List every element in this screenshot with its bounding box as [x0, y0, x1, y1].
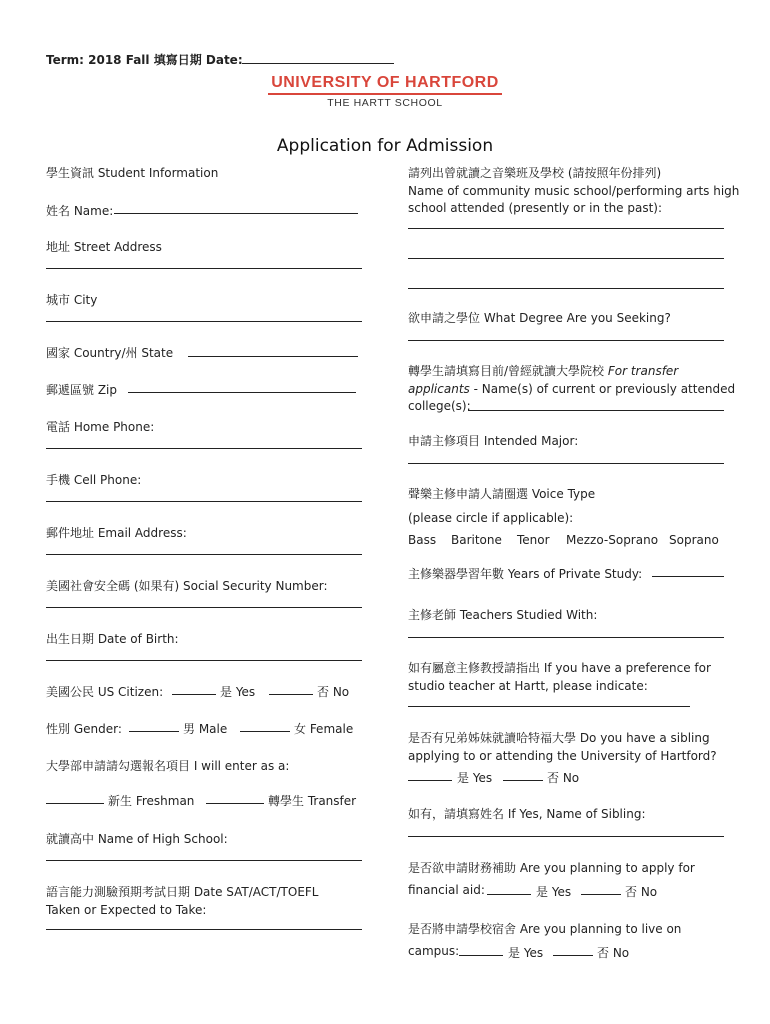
enter-as-label: 大學部申請請勾選報名項目 I will enter as a:	[46, 759, 290, 773]
sibling-name-field[interactable]	[408, 836, 724, 837]
gender-label: 性別 Gender:	[46, 722, 122, 736]
email-field[interactable]	[46, 554, 362, 555]
test-date-field[interactable]	[46, 929, 362, 930]
housing-line2: campus:	[408, 944, 460, 958]
transfer-colleges-zh: 轉學生請填寫目前/曾經就讀大學院校	[408, 364, 608, 378]
teacher-preference-line2: studio teacher at Hartt, please indicate:	[408, 679, 648, 693]
music-school-field-2[interactable]	[408, 258, 724, 259]
freshman-blank[interactable]	[46, 803, 104, 804]
sibling-question-line2: applying to or attending the University of Hartford?	[408, 749, 717, 763]
ssn-field[interactable]	[46, 607, 362, 608]
gender-female-label: 女 Female	[294, 722, 354, 736]
major-label: 申請主修項目 Intended Major:	[408, 434, 579, 448]
high-school-field[interactable]	[46, 860, 362, 861]
degree-field[interactable]	[408, 340, 724, 341]
gender-female-blank[interactable]	[240, 731, 290, 732]
financial-aid-no-blank[interactable]	[581, 894, 621, 895]
country-state-field[interactable]	[188, 356, 358, 357]
transfer-colleges-rest: - Name(s) of current or previously attended	[469, 382, 736, 396]
country-state-label: 國家 Country/州 State	[46, 346, 174, 360]
citizen-no-label: 否 No	[317, 685, 350, 699]
music-school-field-3[interactable]	[408, 288, 724, 289]
voice-option-bass[interactable]: Bass	[408, 533, 437, 547]
high-school-label: 就讀高中 Name of High School:	[46, 832, 228, 846]
voice-option-soprano[interactable]: Soprano	[669, 533, 719, 547]
dob-label: 出生日期 Date of Birth:	[46, 632, 179, 646]
sibling-no-blank[interactable]	[503, 780, 543, 781]
teacher-preference-line1: 如有屬意主修教授請指出 If you have a preference for	[408, 661, 711, 675]
major-field[interactable]	[408, 463, 724, 464]
cell-phone-label: 手機 Cell Phone:	[46, 473, 142, 487]
financial-aid-line1: 是否欲申請財務補助 Are you planning to apply for	[408, 861, 695, 875]
home-phone-label: 電話 Home Phone:	[46, 420, 155, 434]
voice-option-baritone[interactable]: Baritone	[451, 533, 502, 547]
zip-label: 郵遞區號 Zip	[46, 383, 117, 397]
sibling-question-line1: 是否有兄弟姊妹就讀哈特福大學 Do you have a sibling	[408, 731, 710, 745]
sibling-yes-label: 是 Yes	[457, 771, 493, 785]
voice-type-label: 聲樂主修申請人請圈選 Voice Type	[408, 487, 596, 501]
transfer-blank[interactable]	[206, 803, 264, 804]
home-phone-field[interactable]	[46, 448, 362, 449]
financial-aid-yes-blank[interactable]	[487, 894, 531, 895]
test-date-label-line1: 語言能力測驗預期考試日期 Date SAT/ACT/TOEFL	[46, 885, 319, 899]
transfer-colleges-label-line3: college(s):	[408, 399, 471, 413]
zip-field[interactable]	[128, 392, 356, 393]
housing-no-label: 否 No	[597, 946, 630, 960]
music-school-desc-line1: Name of community music school/performing arts high	[408, 184, 740, 198]
transfer-colleges-field[interactable]	[468, 410, 724, 411]
student-info-heading: 學生資訊 Student Information	[46, 166, 219, 180]
transfer-colleges-label-line2	[408, 382, 735, 396]
transfer-colleges-en: For transfer	[607, 364, 679, 378]
teachers-label: 主修老師 Teachers Studied With:	[408, 608, 598, 622]
street-field[interactable]	[46, 268, 362, 269]
sibling-name-label: 如有，請填寫姓名 If Yes, Name of Sibling:	[408, 807, 646, 821]
housing-yes-blank[interactable]	[459, 955, 503, 956]
gender-male-blank[interactable]	[129, 731, 179, 732]
freshman-label: 新生 Freshman	[108, 794, 195, 808]
test-date-label-line2: Taken or Expected to Take:	[46, 903, 207, 917]
financial-aid-yes-label: 是 Yes	[536, 885, 572, 899]
gender-male-label: 男 Male	[183, 722, 228, 736]
transfer-label: 轉學生 Transfer	[268, 794, 357, 808]
financial-aid-no-label: 否 No	[625, 885, 658, 899]
music-school-field-1[interactable]	[408, 228, 724, 229]
citizen-yes-blank[interactable]	[172, 694, 216, 695]
private-study-label: 主修樂器學習年數 Years of Private Study:	[408, 567, 643, 581]
private-study-field[interactable]	[652, 576, 724, 577]
name-label: 姓名 Name:	[46, 204, 114, 218]
housing-yes-label: 是 Yes	[508, 946, 544, 960]
page-title: Application for Admission	[276, 136, 494, 156]
citizen-yes-label: 是 Yes	[220, 685, 256, 699]
music-school-heading: 請列出曾就讀之音樂班及學校 (請按照年份排列)	[408, 166, 662, 180]
degree-label: 欲申請之學位 What Degree Are you Seeking?	[408, 311, 671, 325]
ssn-label: 美國社會安全碼 (如果有) Social Security Number:	[46, 579, 328, 593]
financial-aid-line2: financial aid:	[408, 883, 485, 897]
citizen-no-blank[interactable]	[269, 694, 313, 695]
term-date-label: Term: 2018 Fall 填寫日期 Date:	[46, 53, 243, 67]
logo-divider	[268, 93, 502, 95]
sibling-no-label: 否 No	[547, 771, 580, 785]
transfer-colleges-applicants: applicants	[408, 382, 470, 396]
voice-type-circle-note: (please circle if applicable):	[408, 511, 574, 525]
name-field[interactable]	[114, 213, 358, 214]
teachers-field[interactable]	[408, 637, 724, 638]
citizen-label: 美國公民 US Citizen:	[46, 685, 164, 699]
university-logo-title: UNIVERSITY OF HARTFORD	[271, 74, 499, 91]
email-label: 郵件地址 Email Address:	[46, 526, 187, 540]
voice-option-mezzo-soprano[interactable]: Mezzo-Soprano	[566, 533, 659, 547]
street-label: 地址 Street Address	[46, 240, 162, 254]
housing-no-blank[interactable]	[553, 955, 593, 956]
voice-option-tenor[interactable]: Tenor	[517, 533, 550, 547]
school-name: THE HARTT SCHOOL	[327, 97, 443, 109]
date-field[interactable]	[242, 63, 394, 64]
dob-field[interactable]	[46, 660, 362, 661]
teacher-preference-field[interactable]	[408, 706, 690, 707]
music-school-desc-line2: school attended (presently or in the past):	[408, 201, 663, 215]
sibling-yes-blank[interactable]	[408, 780, 452, 781]
cell-phone-field[interactable]	[46, 501, 362, 502]
city-field[interactable]	[46, 321, 362, 322]
housing-line1: 是否將申請學校宿舍 Are you planning to live on	[408, 922, 682, 936]
transfer-colleges-label-line1	[408, 362, 678, 379]
city-label: 城市 City	[46, 293, 98, 307]
